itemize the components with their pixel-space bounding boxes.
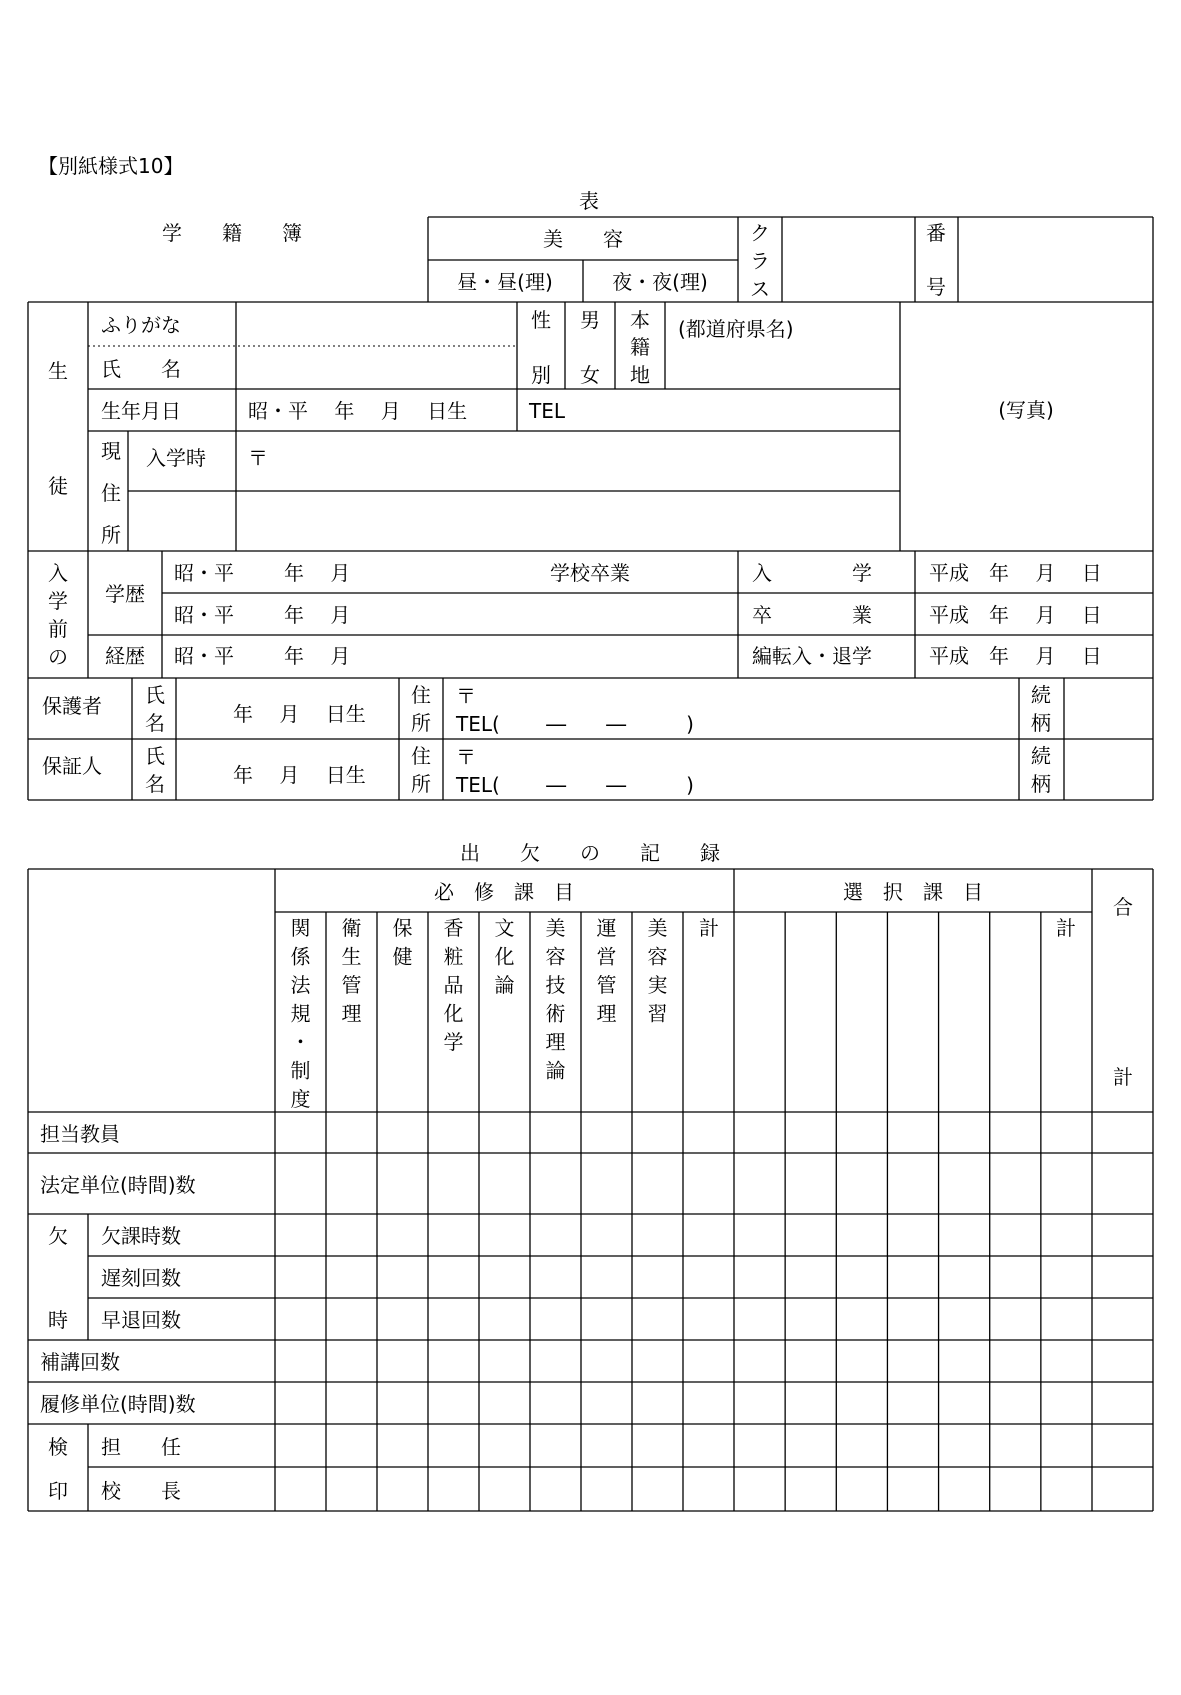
form-tag: 【別紙様式10】 (38, 154, 184, 178)
row-teacher: 担当教員 (40, 1122, 120, 1146)
career-label: 経歴 (105, 644, 145, 668)
honseki-label-2: 籍 (630, 335, 650, 359)
attendance-title: 出 欠 の 記 録 (460, 841, 720, 865)
course-label: 美 容 (543, 227, 623, 251)
photo-placeholder: (写真) (998, 398, 1054, 422)
subject-header-char: 美 (647, 916, 668, 940)
graduated-label: 学校卒業 (550, 561, 630, 585)
transfer-label: 編転入・退学 (752, 644, 872, 668)
guarantor-relation-label-2: 柄 (1031, 772, 1051, 796)
subject-header-char: 制 (290, 1058, 311, 1083)
guardian-addr-label-1: 住 (411, 683, 431, 707)
total-label-1: 合 (1113, 895, 1133, 919)
subject-header-char: 理 (596, 1001, 617, 1026)
furigana-label: ふりがな (101, 313, 181, 337)
subject-header-char: 規 (290, 1001, 311, 1026)
honseki-label-1: 本 (630, 308, 650, 332)
subject-header-char: 理 (341, 1001, 362, 1026)
guardian-postal: 〒 (456, 684, 476, 708)
row-absent-hours: 欠課時数 (101, 1224, 181, 1248)
guardian-tel: TEL( ― ― ) (456, 712, 694, 736)
guarantor-relation-label-1: 続 (1031, 744, 1051, 768)
seal-group-label-1: 検 (48, 1435, 68, 1459)
subject-header-char: 生 (341, 944, 362, 969)
guarantor-tel: TEL( ― ― ) (456, 773, 694, 797)
address-label-2: 住 (101, 481, 121, 505)
absence-group-label-1: 欠 (48, 1224, 68, 1248)
total-label-2: 計 (1113, 1065, 1133, 1089)
row-late: 遅刻回数 (101, 1266, 181, 1290)
sex-option-male: 男 (580, 308, 600, 332)
subject-header-char: 運 (596, 916, 617, 940)
subject-header-char: 理 (545, 1030, 566, 1054)
subject-header-char: 健 (392, 944, 413, 969)
guardian-relation-label-1: 続 (1031, 683, 1051, 707)
prefecture-hint: (都道府県名) (678, 317, 794, 341)
sex-label-2: 別 (531, 363, 551, 387)
career-ym: 年 月 (284, 644, 351, 668)
sex-label-1: 性 (531, 308, 551, 332)
edu-ym-1: 年 月 (284, 561, 351, 585)
guarantor-addr-label-1: 住 (411, 744, 431, 768)
subject-header-char: 技 (545, 973, 566, 997)
number-label-1: 番 (926, 221, 946, 245)
prior-group-label-2: 学 (48, 589, 68, 613)
subject-column-lines (326, 869, 1041, 1511)
prior-group-label-3: 前 (48, 617, 68, 641)
guardian-name-label-2: 名 (145, 711, 165, 735)
subject-header-char: 品 (443, 973, 464, 997)
subject-header-char: 実 (647, 973, 668, 997)
subject-header-char: 関 (290, 916, 311, 940)
name-label: 氏 名 (101, 357, 181, 381)
row-legal-units: 法定単位(時間)数 (40, 1173, 196, 1197)
subject-header-char: 管 (341, 973, 362, 997)
guarantor-postal: 〒 (456, 745, 476, 769)
subject-header-char: 容 (647, 944, 668, 969)
guardian-birth: 年 月 日生 (233, 702, 366, 726)
graduation-date: 平成 年 月 日 (929, 603, 1102, 627)
required-header: 必 修 課 目 (434, 880, 574, 904)
edu-era-1: 昭・平 (174, 561, 234, 585)
subject-header-char: 習 (647, 1001, 668, 1026)
subject-header-char: 保 (392, 916, 413, 940)
admission-date: 平成 年 月 日 (929, 561, 1102, 585)
seal-group-label-2: 印 (48, 1479, 68, 1503)
guardian-relation-label-2: 柄 (1031, 711, 1051, 735)
guardian-label: 保護者 (42, 694, 102, 718)
subject-header-char: 香 (443, 916, 464, 940)
prior-group-label-4: の (48, 645, 68, 669)
subject-header-char: 化 (443, 1001, 464, 1026)
page-title: 学 籍 簿 (162, 221, 302, 245)
class-label-1: ク (750, 221, 770, 245)
address-label-3: 所 (101, 523, 121, 547)
subject-header-char: 文 (494, 916, 515, 940)
subject-header-char: 粧 (443, 944, 464, 969)
subject-header-char: 学 (443, 1030, 464, 1054)
number-label-2: 号 (926, 275, 946, 299)
subject-header-char: 化 (494, 944, 515, 969)
subject-header-char: 法 (290, 973, 311, 997)
guarantor-name-label-2: 名 (145, 772, 165, 796)
subject-header-char: 管 (596, 973, 617, 997)
subject-header-char: 容 (545, 944, 566, 969)
career-era: 昭・平 (174, 644, 234, 668)
student-group-label-2: 徒 (48, 474, 68, 498)
attendance-grid-lines (28, 869, 1153, 1511)
prior-group-label-1: 入 (48, 561, 68, 585)
subject-header-char: 営 (596, 944, 617, 969)
guardian-addr-label-2: 所 (411, 711, 431, 735)
sex-option-female: 女 (580, 363, 600, 387)
subject-header-char: 衛 (341, 916, 362, 940)
class-label-2: ラ (750, 249, 770, 273)
class-label-3: ス (750, 277, 770, 301)
row-principal: 校 長 (101, 1479, 181, 1503)
elective-header: 選 択 課 目 (843, 880, 983, 904)
subject-header-char: 論 (545, 1058, 566, 1083)
guarantor-addr-label-2: 所 (411, 772, 431, 796)
subject-header-char: 度 (290, 1087, 311, 1111)
edu-era-2: 昭・平 (174, 603, 234, 627)
subject-header-char: 係 (290, 944, 311, 969)
absence-group-label-2: 時 (48, 1308, 68, 1332)
row-early: 早退回数 (101, 1308, 181, 1332)
required-subtotal-label: 計 (699, 916, 719, 940)
row-homeroom: 担 任 (101, 1435, 181, 1459)
shift-night-option: 夜・夜(理) (612, 270, 708, 294)
birth-value: 昭・平 年 月 日生 (248, 399, 468, 423)
enroll-address-label: 入学時 (146, 446, 206, 470)
address-label-1: 現 (101, 439, 121, 463)
birth-label: 生年月日 (101, 399, 181, 423)
student-group-label-1: 生 (48, 359, 68, 383)
guarantor-birth: 年 月 日生 (233, 763, 366, 787)
row-makeup: 補講回数 (40, 1350, 120, 1374)
row-completed-units: 履修単位(時間)数 (40, 1392, 196, 1416)
guardian-name-label-1: 氏 (145, 683, 165, 707)
honseki-label-3: 地 (630, 363, 650, 387)
elective-subtotal-label: 計 (1056, 916, 1076, 940)
tel-label: TEL (529, 399, 565, 423)
graduation-label: 卒 業 (752, 603, 872, 627)
postal-mark: 〒 (248, 446, 268, 470)
admission-label: 入 学 (752, 561, 872, 585)
subject-header-char: ・ (290, 1030, 311, 1054)
education-label: 学歴 (105, 582, 145, 606)
shift-day-option: 昼・昼(理) (457, 270, 553, 294)
subject-header-char: 論 (494, 973, 515, 997)
guarantor-name-label-1: 氏 (145, 744, 165, 768)
guarantor-label: 保証人 (42, 754, 102, 778)
subject-header-char: 美 (545, 916, 566, 940)
subject-header-char: 術 (545, 1001, 566, 1026)
front-mark: 表 (579, 189, 599, 213)
edu-ym-2: 年 月 (284, 603, 351, 627)
transfer-date: 平成 年 月 日 (929, 644, 1102, 668)
